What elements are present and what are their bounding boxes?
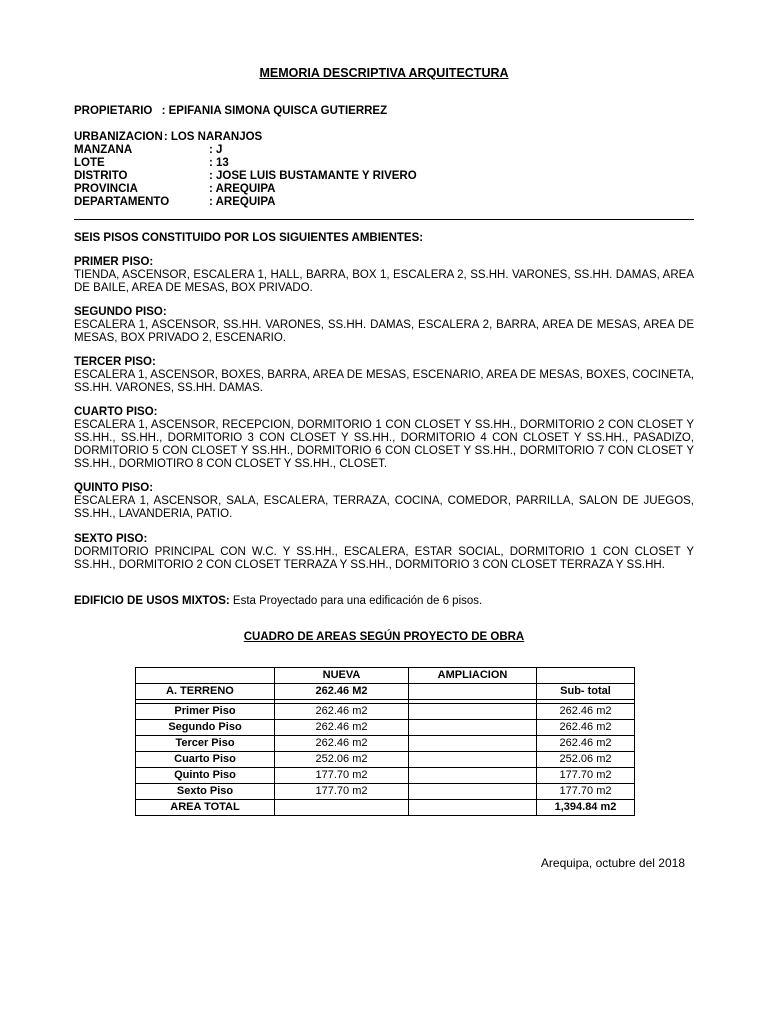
location-row [74, 157, 694, 170]
ampliacion-cell [409, 752, 537, 768]
location-row [74, 131, 694, 144]
subtotal-cell: 262.46 m2 [537, 736, 635, 752]
floor-title: CUARTO PISO: [74, 406, 158, 418]
ampliacion-cell [409, 736, 537, 752]
ampliacion-cell [409, 768, 537, 784]
location-row [74, 196, 694, 209]
location-value: : AREQUIPA [209, 196, 276, 208]
terreno-ampliacion [409, 684, 537, 700]
nueva-cell: 177.70 m2 [275, 784, 409, 800]
location-row [74, 183, 694, 196]
location-label: LOTE [74, 157, 105, 169]
location-value: : J [209, 144, 223, 156]
floor-title: TERCER PISO: [74, 356, 156, 368]
terreno-subtotal: Sub- total [537, 684, 635, 700]
location-label: DEPARTAMENTO [74, 196, 170, 208]
location-label: MANZANA [74, 144, 133, 156]
ampliacion-cell [409, 720, 537, 736]
subtotal-cell: 177.70 m2 [537, 768, 635, 784]
floor-cell: Tercer Piso [136, 736, 275, 752]
area-table [135, 667, 635, 816]
total-row [136, 800, 635, 816]
floor-cell: Cuarto Piso [136, 752, 275, 768]
mixed-use-text: Esta Proyectado para una edificación de 6 pisos. [232, 595, 483, 607]
floor-title: PRIMER PISO: [74, 256, 154, 268]
floor-section-1 [74, 256, 694, 295]
subtotal-cell: 262.46 m2 [537, 720, 635, 736]
document-title: MEMORIA DESCRIPTIVA ARQUITECTURA [259, 66, 509, 80]
floor-description: TIENDA, ASCENSOR, ESCALERA 1, HALL, BARRA, BOX 1, ESCALERA 2, SS.HH. VARONES, SS.HH. DAMAS, AREA DE BAILE, AREA DE MESAS, BOX PRIVADO. [74, 269, 694, 294]
table-header-row [136, 668, 635, 684]
nueva-cell: 262.46 m2 [275, 736, 409, 752]
table-row [136, 752, 635, 768]
intro-heading: SEIS PISOS CONSTITUIDO POR LOS SIGUIENTES AMBIENTES: [74, 232, 424, 244]
terreno-nueva: 262.46 M2 [275, 684, 409, 700]
location-value: : AREQUIPA [209, 183, 276, 195]
horizontal-divider [74, 219, 694, 220]
floor-section-6 [74, 533, 694, 572]
owner-label: PROPIETARIO [74, 105, 153, 117]
floor-title: QUINTO PISO: [74, 482, 154, 494]
location-label: PROVINCIA [74, 183, 138, 195]
total-subtotal: 1,394.84 m2 [537, 800, 635, 816]
floor-section-5 [74, 482, 694, 521]
floor-description: ESCALERA 1, ASCENSOR, RECEPCION, DORMITORIO 1 CON CLOSET Y SS.HH., DORMITORIO 2 CON CLOSET Y SS.HH., SS.HH., DORMITORIO 3 CON CLOSET Y SS.HH., DORMITORIO 4 CON CLOSET Y SS.HH., PASADIZO, DORMITORIO 5 CON CLOSET Y SS.HH., DORMITORIO 6 CON CLOSET Y SS.HH., DORMITORIO 7 CON CLOSET Y SS.HH., DORMIOTIRO 8 CON CLOSET Y SS.HH., CLOSET. [74, 419, 694, 470]
location-label: URBANIZACION [74, 131, 163, 143]
nueva-cell: 252.06 m2 [275, 752, 409, 768]
location-value: : 13 [209, 157, 229, 169]
area-table-title: CUADRO DE AREAS SEGÚN PROYECTO DE OBRA [243, 631, 525, 643]
floor-description: ESCALERA 1, ASCENSOR, BOXES, BARRA, AREA DE MESAS, ESCENARIO, AREA DE MESAS, BOXES, COCINETA, SS.HH. VARONES, SS.HH. DAMAS. [74, 369, 694, 394]
table-row [136, 784, 635, 800]
place-date: Arequipa, octubre del 2018 [540, 856, 685, 870]
table-row [136, 736, 635, 752]
total-nueva [275, 800, 409, 816]
floor-description: ESCALERA 1, ASCENSOR, SS.HH. VARONES, SS.HH. DAMAS, ESCALERA 2, BARRA, AREA DE MESAS, AREA DE MESAS, BOX PRIVADO 2, ESCENARIO. [74, 319, 694, 344]
header-cell: NUEVA [275, 668, 409, 684]
terreno-label: A. TERRENO [136, 684, 275, 700]
floor-section-2 [74, 306, 694, 345]
table-row [136, 720, 635, 736]
mixed-use-line [74, 595, 694, 608]
nueva-cell: 262.46 m2 [275, 720, 409, 736]
location-value: : JOSE LUIS BUSTAMANTE Y RIVERO [209, 170, 417, 182]
owner-line [74, 105, 694, 118]
subtotal-cell: 262.46 m2 [537, 704, 635, 720]
table-row [136, 704, 635, 720]
location-row [74, 170, 694, 183]
terreno-row [136, 684, 635, 700]
header-cell: AMPLIACION [409, 668, 537, 684]
floor-description: DORMITORIO PRINCIPAL CON W.C. Y SS.HH., ESCALERA, ESTAR SOCIAL, DORMITORIO 1 CON CLOSET Y SS.HH., DORMITORIO 2 CON CLOSET TERRAZA Y SS.HH., DORMITORIO 3 CON CLOSET TERRAZA Y SS.HH. [74, 546, 694, 571]
header-cell [136, 668, 275, 684]
location-row [74, 144, 694, 157]
subtotal-cell: 252.06 m2 [537, 752, 635, 768]
location-value: : LOS NARANJOS [163, 131, 263, 143]
floor-title: SEGUNDO PISO: [74, 306, 167, 318]
floor-cell: Quinto Piso [136, 768, 275, 784]
floor-cell: Sexto Piso [136, 784, 275, 800]
ampliacion-cell [409, 704, 537, 720]
nueva-cell: 262.46 m2 [275, 704, 409, 720]
location-block [74, 131, 694, 209]
total-ampliacion [409, 800, 537, 816]
floor-section-4 [74, 406, 694, 471]
floor-description: ESCALERA 1, ASCENSOR, SALA, ESCALERA, TERRAZA, COCINA, COMEDOR, PARRILLA, SALON DE JUEGOS, SS.HH., LAVANDERIA, PATIO. [74, 495, 694, 520]
total-label: AREA TOTAL [136, 800, 275, 816]
subtotal-cell: 177.70 m2 [537, 784, 635, 800]
table-row [136, 768, 635, 784]
header-cell [537, 668, 635, 684]
nueva-cell: 177.70 m2 [275, 768, 409, 784]
floor-cell: Segundo Piso [136, 720, 275, 736]
floor-title: SEXTO PISO: [74, 533, 148, 545]
owner-value: : EPIFANIA SIMONA QUISCA GUTIERREZ [161, 105, 388, 117]
ampliacion-cell [409, 784, 537, 800]
floor-cell: Primer Piso [136, 704, 275, 720]
floor-section-3 [74, 356, 694, 395]
location-label: DISTRITO [74, 170, 128, 182]
mixed-use-label: EDIFICIO DE USOS MIXTOS: [74, 595, 230, 607]
